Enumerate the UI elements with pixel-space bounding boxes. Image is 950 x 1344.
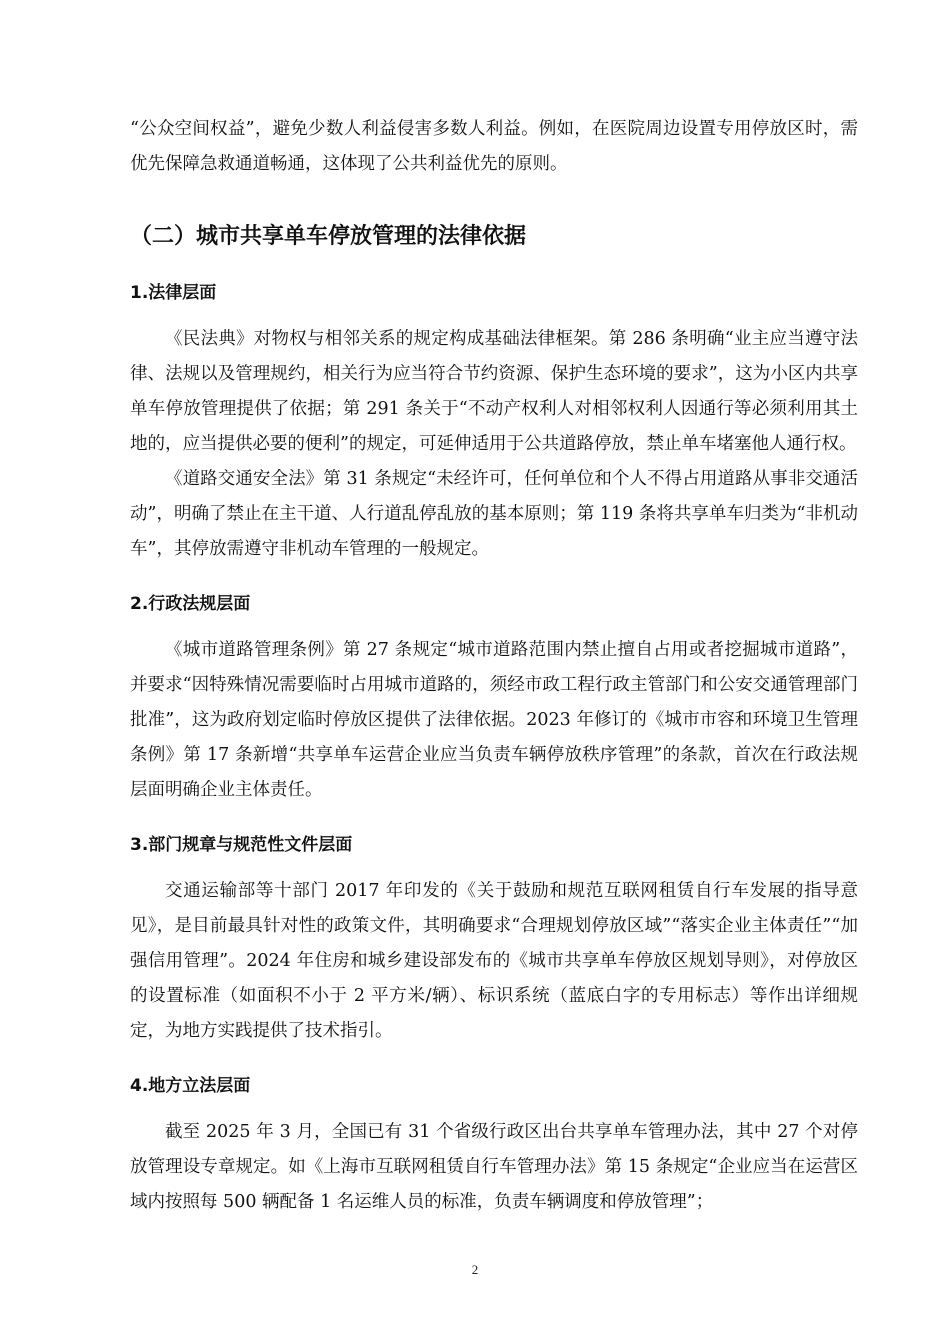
subsection-heading-admin-regulations: 2.行政法规层面	[130, 594, 251, 614]
intro-paragraph: “公众空间权益”，避免少数人利益侵害多数人利益。例如，在医院周边设置专用停放区时，需优先保障急救通道畅通，这体现了公共利益优先的原则。	[130, 119, 858, 174]
paragraph-road-traffic-law: 《道路交通安全法》第 31 条规定“未经许可，任何单位和个人不得占用道路从事非交通活动”，明确了禁止在主干道、人行道乱停乱放的基本原则；第 119 条将共享单车归类为“非机动车”，其停放需遵守非机动车管理的一般规定。	[130, 469, 858, 559]
subsection-heading-local-legislation: 4.地方立法层面	[130, 1076, 251, 1096]
subsection-heading-law: 1.法律层面	[130, 283, 217, 303]
page-content	[130, 112, 858, 1220]
subsection-heading-department-rules: 3.部门规章与规范性文件层面	[130, 835, 353, 855]
paragraph-guidance-opinions: 交通运输部等十部门 2017 年印发的《关于鼓励和规范互联网租赁自行车发展的指导意见》，是目前最具针对性的政策文件，其明确要求“合理规划停放区域”“落实企业主体责任”“加强信用管理”。2024 年住房和城乡建设部发布的《城市共享单车停放区规划导则》，对停放区的设置标准（如面积不小于 2 平方米/辆）、标识系统（蓝底白字的专用标志）等作出详细规定，为地方实践提供了技术指引。	[130, 881, 858, 1041]
paragraph-civil-code: 《民法典》对物权与相邻关系的规定构成基础法律框架。第 286 条明确“业主应当遵守法律、法规以及管理规约，相关行为应当符合节约资源、保护生态环境的要求”，这为小区内共享单车停放管理提供了依据；第 291 条关于“不动产权利人对相邻权利人因通行等必须利用其土地的，应当提供必要的便利”的规定，可延伸适用于公共道路停放，禁止单车堵塞他人通行权。	[130, 329, 858, 454]
section-title: （二）城市共享单车停放管理的法律依据	[130, 224, 527, 249]
paragraph-urban-road-regulations: 《城市道路管理条例》第 27 条规定“城市道路范围内禁止擅自占用或者挖掘城市道路”，并要求“因特殊情况需要临时占用城市道路的，须经市政工程行政主管部门和公安交通管理部门批准”，这为政府划定临时停放区提供了法律依据。2023 年修订的《城市市容和环境卫生管理条例》第 17 条新增“共享单车运营企业应当负责车辆停放秩序管理”的条款，首次在行政法规层面明确企业主体责任。	[130, 640, 858, 800]
page-number: 2	[471, 1262, 479, 1277]
paragraph-local-measures: 截至 2025 年 3 月，全国已有 31 个省级行政区出台共享单车管理办法，其中 27 个对停放管理设专章规定。如《上海市互联网租赁自行车管理办法》第 15 条规定“企业应当在运营区域内按照每 500 辆配备 1 名运维人员的标准，负责车辆调度和停放管理”；	[130, 1122, 858, 1212]
